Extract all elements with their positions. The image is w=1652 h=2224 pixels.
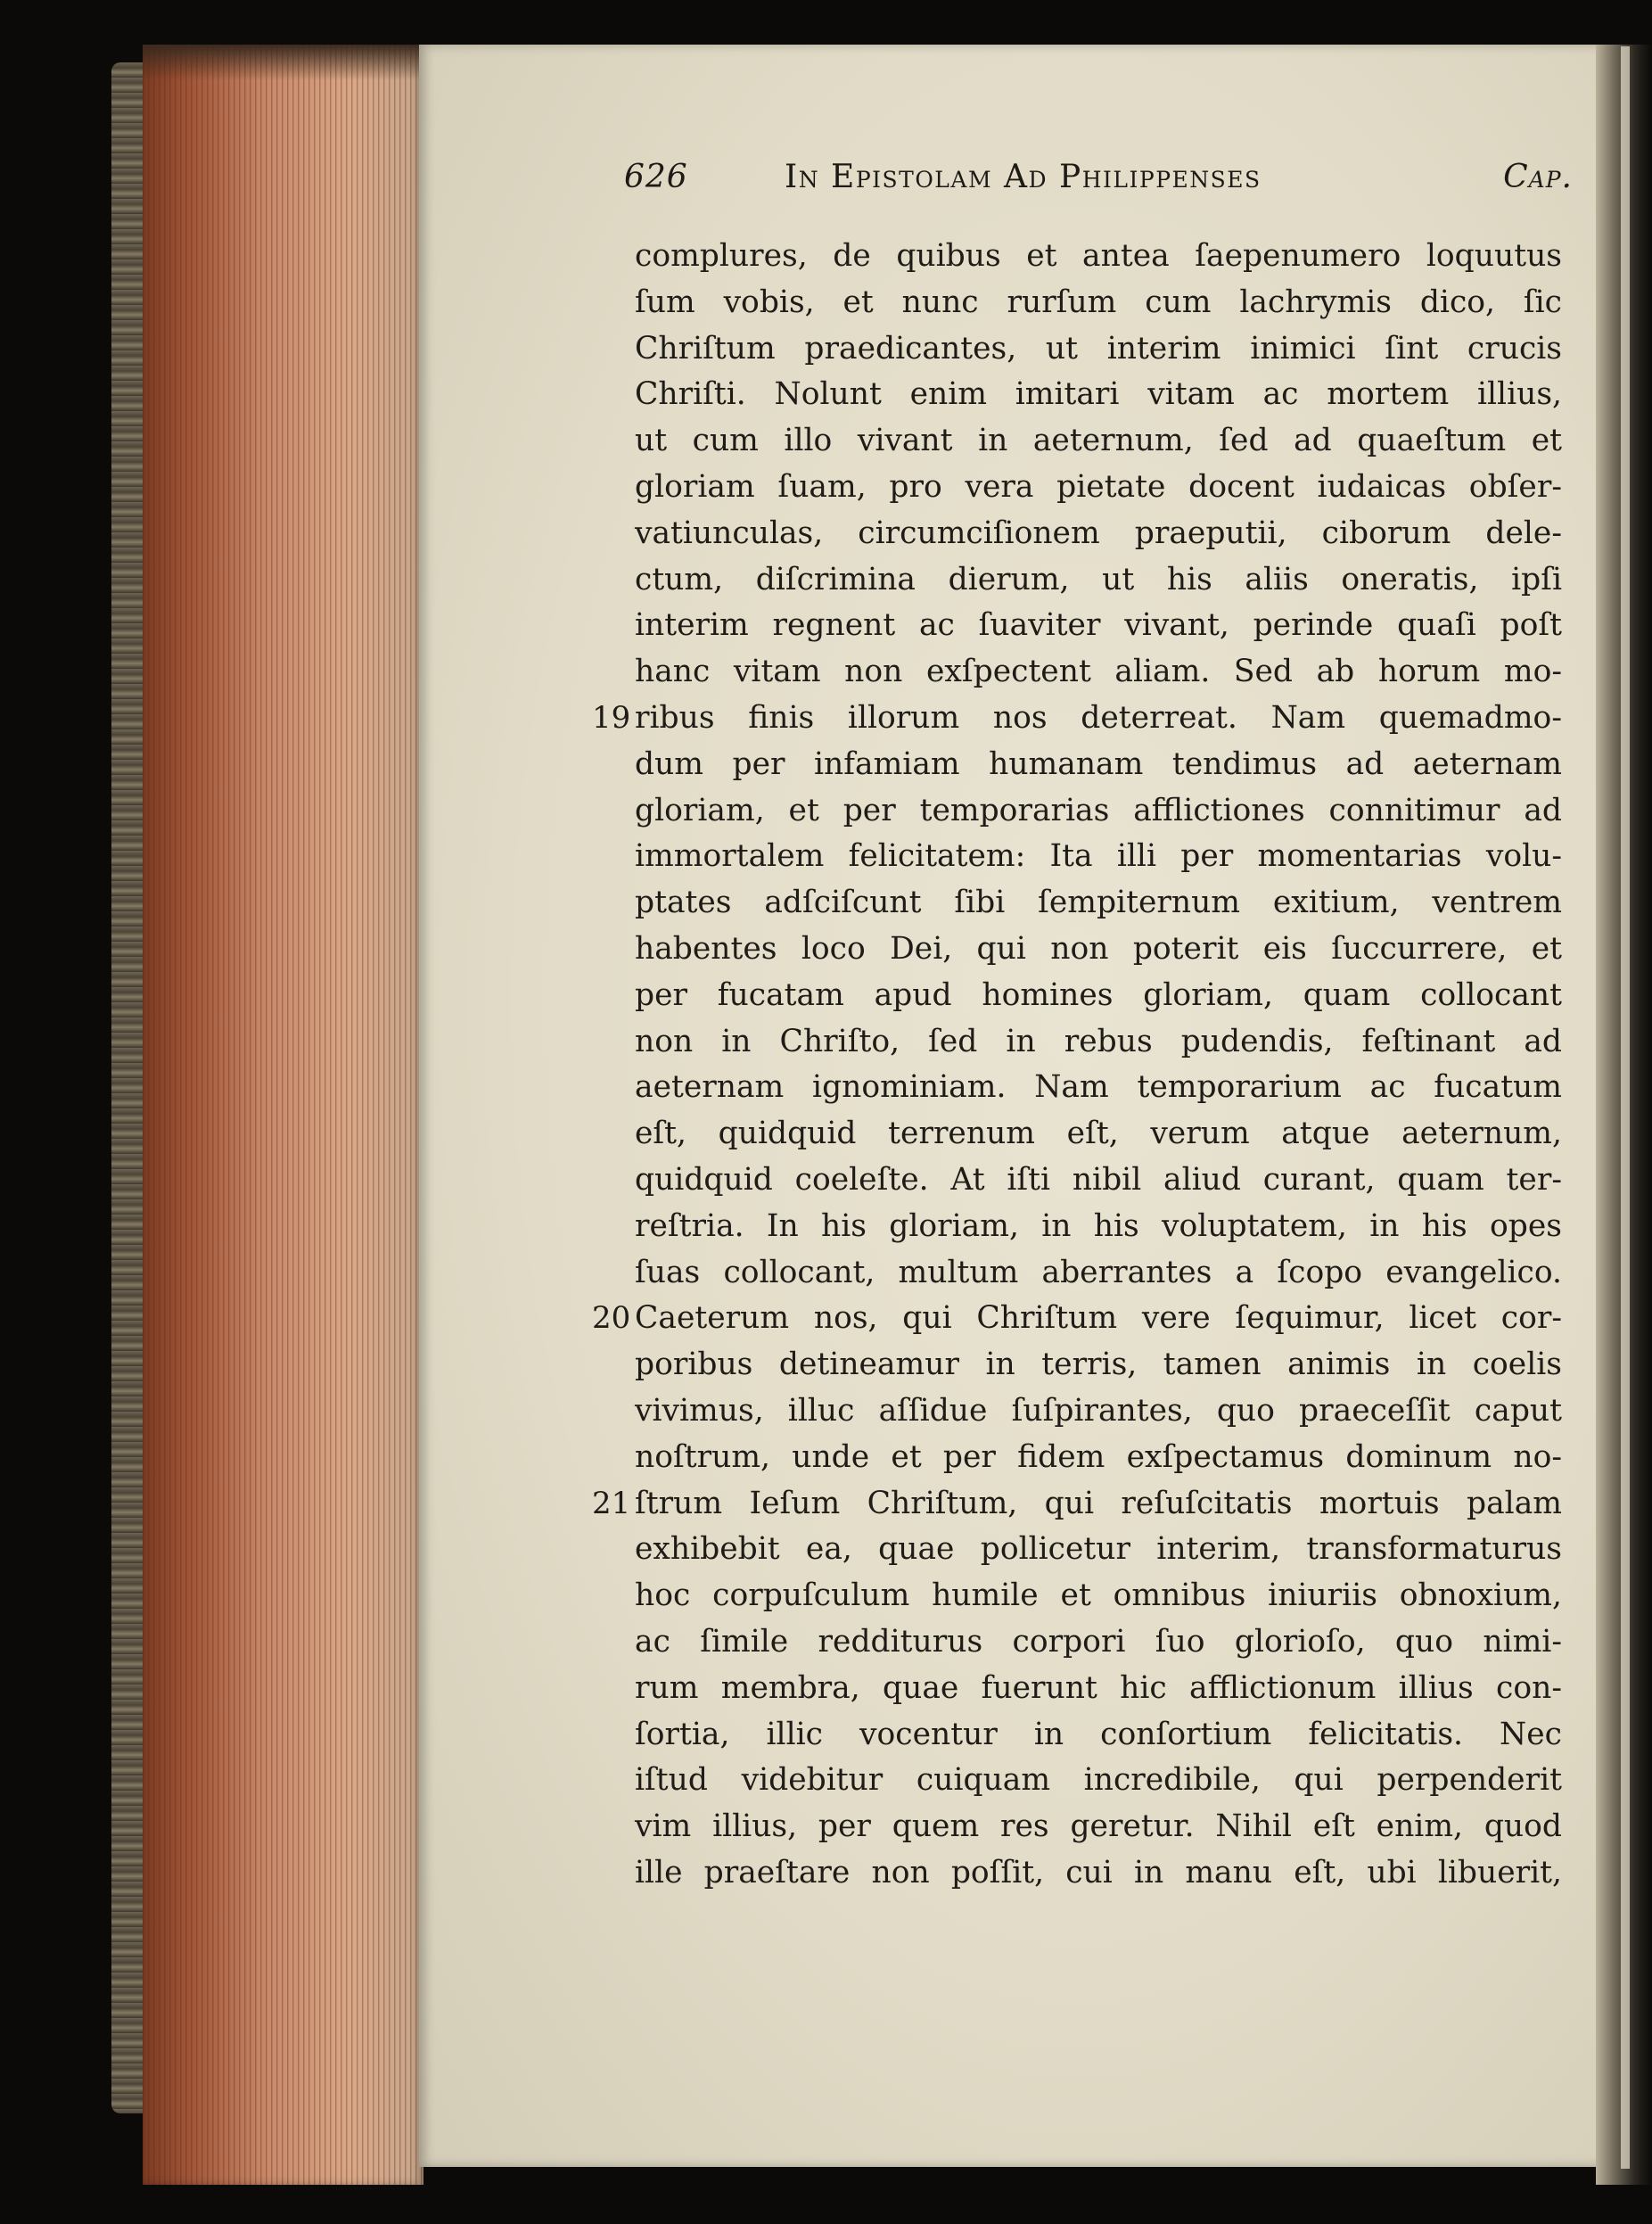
line-text: vivimus, illuc aſſidue ſuſpirantes, quo praeceſſit caput [635, 1392, 1562, 1429]
line-text: noſtrum, unde et per fidem exſpectamus dominum no- [635, 1438, 1562, 1475]
text-line [635, 1342, 1562, 1388]
text-line [635, 1666, 1562, 1712]
text-line [635, 1804, 1562, 1850]
text-line [635, 1527, 1562, 1573]
text-line [635, 1388, 1562, 1435]
line-text: rum membra, quae fuerunt hic afflictionum illius con- [635, 1669, 1562, 1706]
chapter-label: Cap. [1503, 159, 1573, 195]
line-text: vim illius, per quem res geretur. Nihil eſt enim, quod [635, 1808, 1562, 1845]
line-text: Chriſtum praedicantes, ut interim inimici ſint crucis [635, 330, 1562, 367]
text-line [635, 326, 1562, 373]
text-line [635, 1250, 1562, 1297]
line-text: ſtrum Ieſum Chriſtum, qui reſuſcitatis mortuis palam [635, 1485, 1562, 1521]
text-line [635, 1157, 1562, 1204]
text-line [635, 465, 1562, 511]
text-line [635, 834, 1562, 880]
line-text: interim regnent ac ſuaviter vivant, perinde quaſi poſt [635, 607, 1562, 644]
text-line [635, 973, 1562, 1019]
verse-number: 20 [592, 1300, 631, 1337]
text-line [635, 880, 1562, 927]
line-text: ut cum illo vivant in aeternum, ſed ad quaeſtum et [635, 423, 1562, 459]
text-line [635, 603, 1562, 649]
text-line [635, 649, 1562, 696]
text-line [635, 1019, 1562, 1066]
page-fore-edge [143, 45, 423, 2185]
text-line [635, 1619, 1562, 1666]
text-line [592, 1481, 1562, 1528]
text-line [635, 1758, 1562, 1804]
text-line [635, 742, 1562, 788]
text-line [635, 280, 1562, 326]
text-line [635, 788, 1562, 835]
line-text: non in Chriſto, ſed in rebus pudendis, feſtinant ad [635, 1023, 1562, 1059]
line-text: eſt, quidquid terrenum eſt, verum atque aeternum, [635, 1116, 1562, 1152]
line-text: poribus detineamur in terris, tamen animis in coelis [635, 1347, 1562, 1383]
line-text: gloriam ſuam, pro vera pietate docent iudaicas obſer- [635, 468, 1562, 505]
text-line [635, 1435, 1562, 1481]
line-text: habentes loco Dei, qui non poterit eis ſuccurrere, et [635, 930, 1562, 967]
line-text: immortalem felicitatem: Ita illi per momentarias volu- [635, 838, 1562, 875]
line-text: ptates adſciſcunt ſibi ſempiternum exitium, ventrem [635, 885, 1562, 921]
line-text: hanc vitam non exſpectent aliam. Sed ab horum mo- [635, 654, 1562, 690]
text-line [635, 927, 1562, 973]
line-text: Chriſti. Nolunt enim imitari vitam ac mortem illius, [635, 376, 1562, 413]
verse-number: 19 [592, 699, 631, 736]
running-title: In Epistolam Ad Philippenses [785, 159, 1262, 195]
text-line [635, 557, 1562, 604]
text-line [635, 1573, 1562, 1619]
line-text: iſtud videbitur cuiquam incredibile, qui perpenderit [635, 1762, 1562, 1799]
line-text: Caeterum nos, qui Chriſtum vere ſequimur, licet cor- [635, 1300, 1562, 1337]
page-number: 626 [624, 159, 688, 195]
text-line [635, 511, 1562, 557]
line-text: ac ſimile redditurus corpori ſuo glorioſo, quo nimi- [635, 1623, 1562, 1660]
line-text: dum per infamiam humanam tendimus ad aeternam [635, 745, 1562, 782]
line-text: ſum vobis, et nunc rurſum cum lachrymis dico, ſic [635, 284, 1562, 320]
body-text [592, 234, 1562, 1897]
text-line [635, 1065, 1562, 1111]
facing-page-edge [1621, 46, 1630, 2169]
text-line [635, 1111, 1562, 1157]
text-line [635, 372, 1562, 418]
text-line [592, 696, 1562, 742]
text-line [635, 234, 1562, 280]
text-line [635, 1204, 1562, 1250]
text-line [635, 1712, 1562, 1759]
line-text: vatiunculas, circumciſionem praeputii, ciborum dele- [635, 515, 1562, 551]
text-line [635, 418, 1562, 465]
line-text: ſortia, illic vocentur in conſortium felicitatis. Nec [635, 1716, 1562, 1752]
line-text: hoc corpuſculum humile et omnibus iniuriis obnoxium, [635, 1577, 1562, 1614]
line-text: ille praeſtare non poſſit, cui in manu eſt, ubi libuerit, [635, 1854, 1562, 1890]
verse-number: 21 [592, 1485, 631, 1521]
line-text: ribus finis illorum nos deterreat. Nam quemadmo- [635, 699, 1562, 736]
text-line [635, 1850, 1562, 1897]
line-text: gloriam, et per temporarias afflictiones connitimur ad [635, 792, 1562, 828]
line-text: ctum, diſcrimina dierum, ut his aliis oneratis, ipſi [635, 561, 1562, 597]
line-text: ſuas collocant, multum aberrantes a ſcopo evangelico. [635, 1254, 1562, 1290]
running-head [624, 159, 1587, 203]
line-text: complures, de quibus et antea ſaepenumero loquutus [635, 238, 1562, 274]
line-text: per fucatam apud homines gloriam, quam collocant [635, 976, 1562, 1013]
text-line [592, 1296, 1562, 1342]
line-text: aeternam ignominiam. Nam temporarium ac fucatum [635, 1069, 1562, 1106]
line-text: exhibebit ea, quae pollicetur interim, transformaturus [635, 1531, 1562, 1568]
line-text: quidquid coeleſte. At iſti nibil aliud curant, quam ter- [635, 1161, 1562, 1198]
line-text: reſtria. In his gloriam, in his voluptatem, in his opes [635, 1207, 1562, 1244]
page-edge-shadow [143, 45, 423, 80]
